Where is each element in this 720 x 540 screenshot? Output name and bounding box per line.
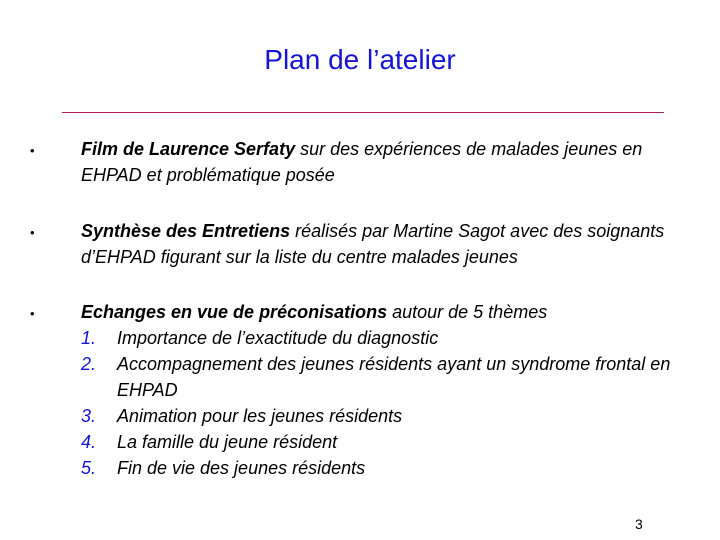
bullet-marker: • — [30, 306, 35, 321]
bullet-item-echanges — [81, 299, 691, 481]
theme-number: 4. — [81, 432, 97, 452]
bullet-marker: • — [30, 143, 35, 158]
bullet-item-text: sur des expériences de malades jeunes en EHPAD et problématique posée — [81, 139, 643, 185]
bullet-item-synthese — [81, 218, 691, 270]
theme-item — [81, 403, 691, 429]
theme-number: 1. — [81, 328, 97, 348]
theme-number: 2. — [81, 354, 97, 374]
theme-text: Accompagnement des jeunes résidents ayant un syndrome frontal en EHPAD — [117, 354, 671, 400]
bullet-marker: • — [30, 225, 35, 240]
slide-title: Plan de l’atelier — [264, 44, 456, 75]
bullet-item-bold: Film de Laurence Serfaty — [81, 139, 296, 159]
theme-item — [81, 351, 691, 403]
theme-text: Fin de vie des jeunes résidents — [117, 458, 366, 478]
theme-text: Animation pour les jeunes résidents — [117, 406, 403, 426]
theme-item — [81, 325, 691, 351]
title-divider — [62, 112, 664, 113]
theme-text: Importance de l’exactitude du diagnostic — [117, 328, 439, 348]
theme-item — [81, 455, 691, 481]
theme-text: La famille du jeune résident — [117, 432, 338, 452]
bullet-item-bold: Synthèse des Entretiens — [81, 221, 291, 241]
theme-item — [81, 429, 691, 455]
theme-number: 3. — [81, 406, 97, 426]
page-number: 3 — [635, 516, 643, 532]
bullet-item-film — [81, 136, 691, 188]
bullet-item-bold: Echanges en vue de préconisations — [81, 302, 388, 322]
bullet-item-text: autour de 5 thèmes — [387, 302, 548, 322]
theme-number: 5. — [81, 458, 97, 478]
bullet-item-text: réalisés par Martine Sagot avec des soignants d’EHPAD figurant sur la liste du centre malades jeunes — [81, 221, 665, 267]
